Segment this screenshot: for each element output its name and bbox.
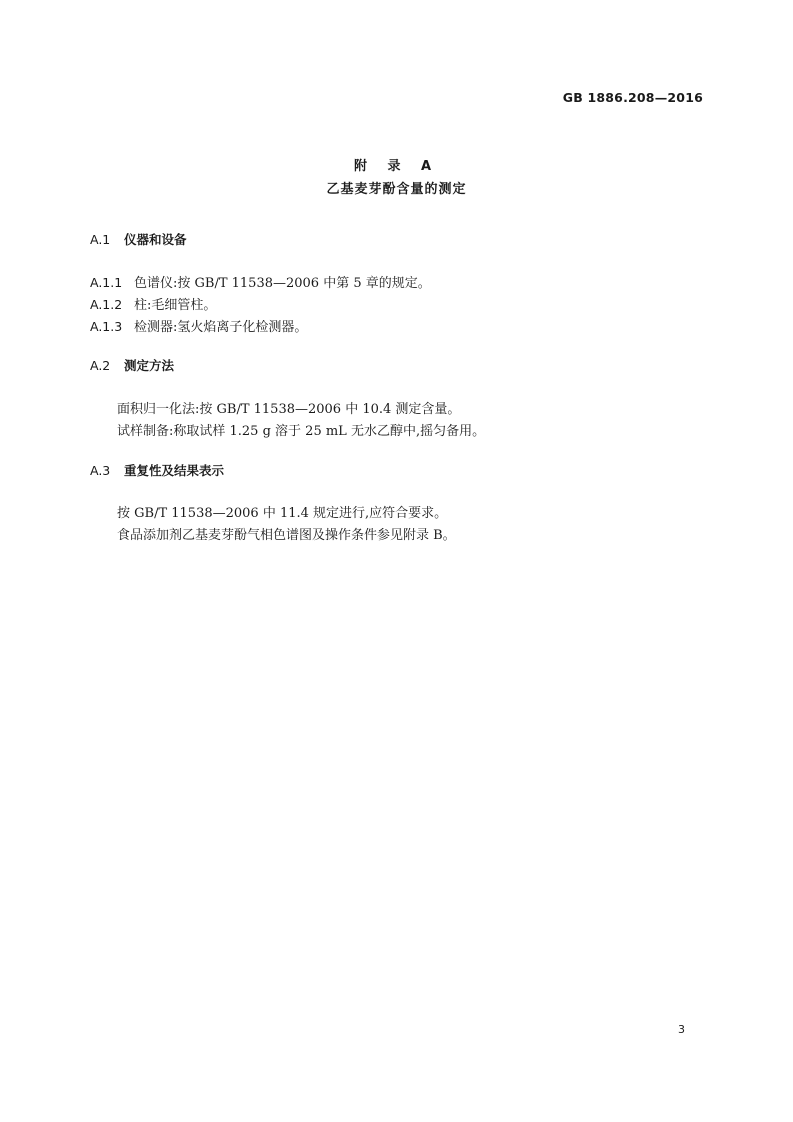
- section-heading-a3: [90, 461, 224, 479]
- clause-number: A.1.1: [90, 275, 123, 290]
- section-heading-a2: [90, 356, 174, 374]
- paragraph: 面积归一化法:按 GB/T 11538—2006 中 10.4 测定含量。: [117, 402, 461, 417]
- paragraph: 食品添加剂乙基麦芽酚气相色谱图及操作条件参见附录 B。: [117, 528, 456, 543]
- section-title: 测定方法: [124, 358, 175, 373]
- annex-title: 附 录 A: [353, 159, 440, 174]
- clause-text: 检测器:氢火焰离子化检测器。: [134, 320, 308, 335]
- section-number: A.1: [90, 232, 111, 247]
- section-number: A.3: [90, 463, 111, 478]
- clause-a1-3: [90, 316, 307, 335]
- clause-a1-1: [90, 272, 431, 291]
- section-heading-a1: [90, 230, 187, 248]
- page-number: 3: [678, 1023, 685, 1036]
- clause-number: A.1.2: [90, 297, 123, 312]
- annex-subtitle: 乙基麦芽酚含量的测定: [326, 182, 467, 197]
- section-title: 仪器和设备: [124, 232, 187, 247]
- section-title: 重复性及结果表示: [124, 463, 225, 478]
- clause-text: 色谱仪:按 GB/T 11538—2006 中第 5 章的规定。: [134, 276, 431, 291]
- section-number: A.2: [90, 358, 111, 373]
- paragraph: 试样制备:称取试样 1.25 g 溶于 25 mL 无水乙醇中,摇匀备用。: [117, 424, 486, 439]
- paragraph: 按 GB/T 11538—2006 中 11.4 规定进行,应符合要求。: [117, 506, 448, 521]
- clause-a1-2: [90, 294, 216, 313]
- clause-number: A.1.3: [90, 319, 123, 334]
- clause-text: 柱:毛细管柱。: [134, 298, 217, 313]
- standard-number: GB 1886.208—2016: [562, 90, 703, 105]
